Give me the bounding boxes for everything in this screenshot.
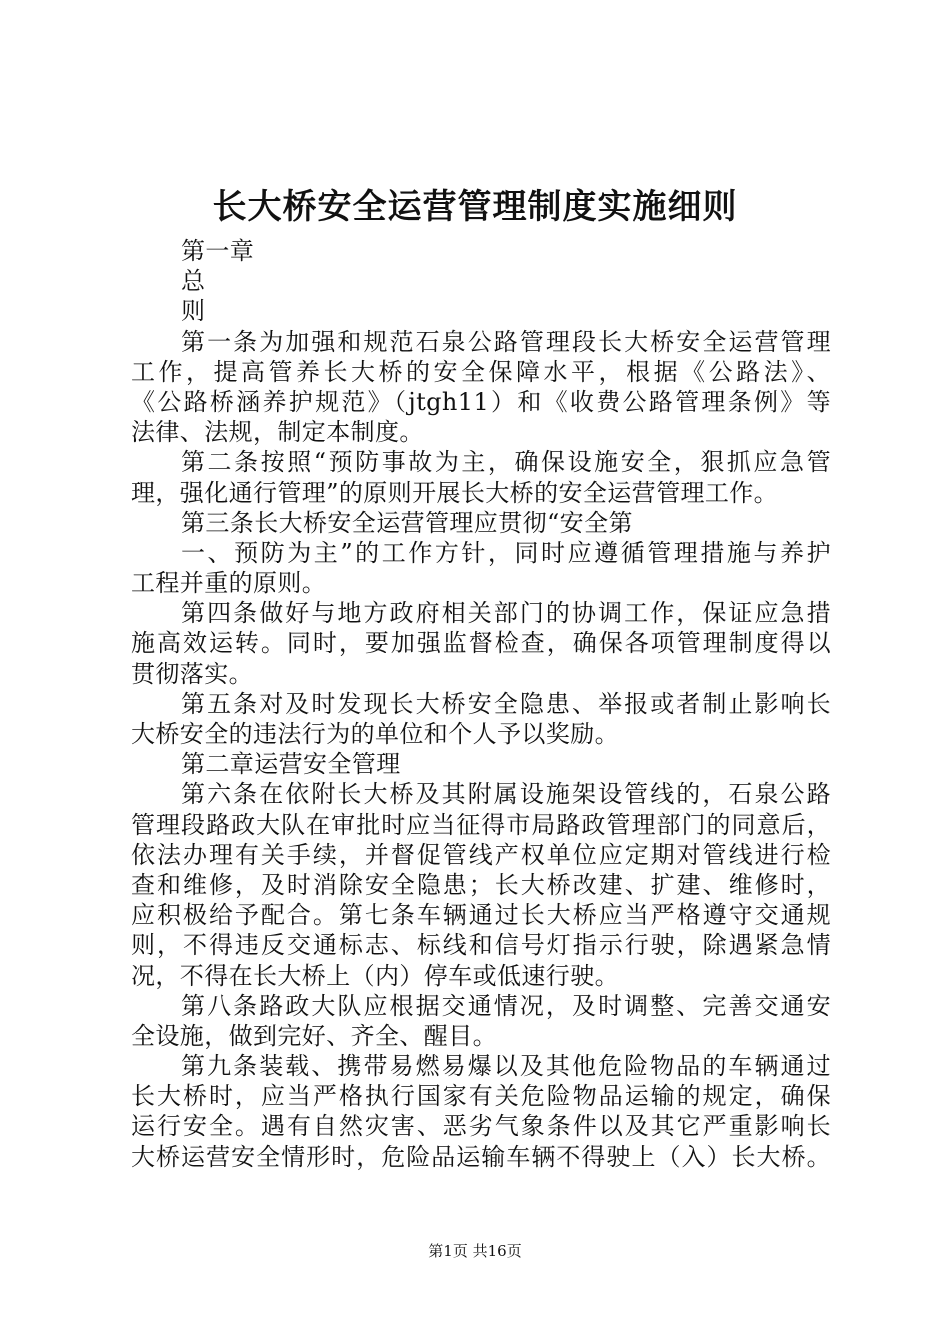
text-line: 理，强化通行管理”的原则开展长大桥的安全运营管理工作。	[131, 478, 779, 507]
text-line: 第一章	[181, 237, 255, 265]
page-footer: 第1页 共16页	[428, 1242, 522, 1260]
text-line: 一、预防为主”的工作方针，同时应遵循管理措施与养护	[181, 538, 831, 567]
document-title: 长大桥安全运营管理制度实施细则	[212, 187, 738, 227]
text-line: 第九条装载、携带易燃易爆以及其他危险物品的车辆通过	[181, 1052, 831, 1081]
text-line: 第一条为加强和规范石泉公路管理段长大桥安全运营管理	[181, 327, 831, 356]
text-line: 贯彻落实。	[131, 659, 253, 688]
text-line: 第五条对及时发现长大桥安全隐患、举报或者制止影响长	[181, 689, 831, 718]
text-line: 查和维修，及时消除安全隐患；长大桥改建、扩建、维修时，	[131, 870, 831, 899]
text-line: 则，不得违反交通标志、标线和信号灯指示行驶，除遇紧急情	[131, 931, 831, 960]
text-line: 工程并重的原则。	[131, 569, 327, 598]
text-line: 大桥运营安全情形时，危险品运输车辆不得驶上（入）长大桥。	[131, 1142, 831, 1171]
document-body	[131, 236, 831, 1172]
text-line: 第四条做好与地方政府相关部门的协调工作，保证应急措	[181, 599, 831, 628]
text-line: 运行安全。遇有自然灾害、恶劣气象条件以及其它严重影响长	[131, 1112, 831, 1141]
text-line: 全设施，做到完好、齐全、醒目。	[131, 1021, 497, 1050]
text-line: 法律、法规，制定本制度。	[131, 418, 424, 447]
text-line: 施高效运转。同时，要加强监督检查，确保各项管理制度得以	[131, 629, 831, 658]
text-line: 应积极给予配合。第七条车辆通过长大桥应当严格遵守交通规	[131, 901, 831, 930]
text-line: 工作，提高管养长大桥的安全保障水平，根据《公路法》、	[131, 357, 831, 386]
text-line: 《公路桥涵养护规范》（jtgh11）和《收费公路管理条例》等	[131, 387, 831, 416]
text-line: 第八条路政大队应根据交通情况，及时调整、完善交通安	[181, 991, 831, 1020]
text-line: 第六条在依附长大桥及其附属设施架设管线的，石泉公路	[181, 780, 831, 809]
text-line: 管理段路政大队在审批时应当征得市局路政管理部门的同意后，	[131, 810, 831, 839]
text-line: 第三条长大桥安全运营管理应贯彻“安全第	[181, 508, 633, 537]
text-line: 第二条按照“预防事故为主，确保设施安全，狠抓应急管	[181, 448, 831, 477]
text-line: 则	[181, 297, 206, 326]
text-line: 依法办理有关手续，并督促管线产权单位应定期对管线进行检	[131, 840, 831, 869]
text-line: 大桥安全的违法行为的单位和个人予以奖励。	[131, 720, 619, 748]
text-line: 第二章运营安全管理	[181, 750, 401, 779]
text-line: 总	[181, 267, 206, 296]
text-line: 长大桥时，应当严格执行国家有关危险物品运输的规定，确保	[131, 1082, 831, 1111]
text-line: 况，不得在长大桥上（内）停车或低速行驶。	[131, 961, 619, 990]
